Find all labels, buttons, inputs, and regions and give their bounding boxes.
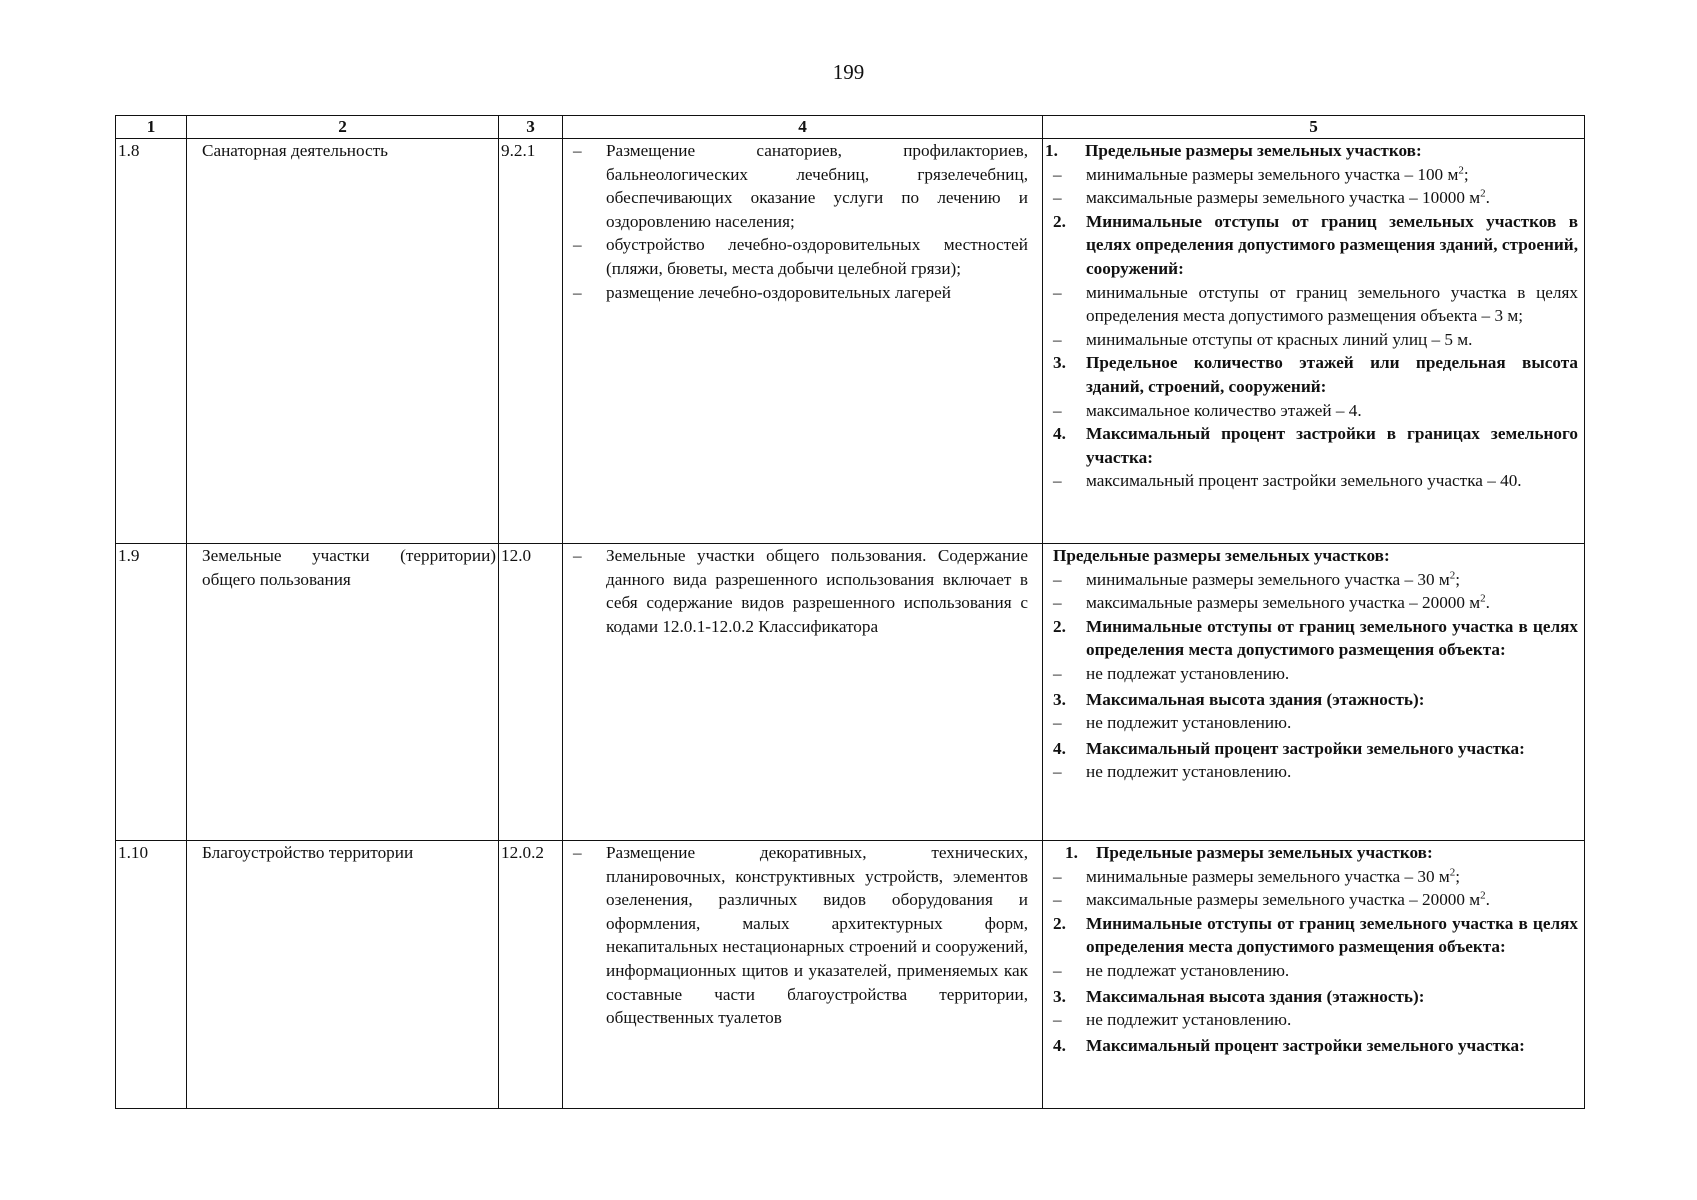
classifier-code: 9.2.1 <box>499 139 563 544</box>
section-heading: Предельные размеры земельных участков: <box>1053 546 1390 565</box>
table-row <box>116 841 1585 1109</box>
list-item: – не подлежит установлению. <box>1053 1010 1292 1030</box>
header-col-5: 5 <box>1043 116 1585 139</box>
section-heading: 2. Минимальные отступы от границ земельных участков в целях определения допустимого размещения зданий, строений, сооружений: <box>1053 211 1578 278</box>
table-row <box>116 139 1585 544</box>
list-item: – не подлежит установлению. <box>1053 713 1292 733</box>
list-item: – размещение лечебно-оздоровительных лагерей <box>573 281 1028 305</box>
header-col-2: 2 <box>187 116 499 139</box>
use-type-name: Благоустройство территории <box>187 841 499 1109</box>
list-item: – Размещение декоративных, технических, планировочных, конструктивных устройств, элементов озеленения, различных видов оборудования и оформления, малых архитектурных форм, некапитальных нестационарных строений и сооружений, информационных щитов и указателей, применяемых как составные части благоустройства территории, общественных туалетов <box>573 841 1028 1030</box>
list-item: – максимальное количество этажей – 4. <box>1053 400 1362 420</box>
dash-marker: – <box>573 235 582 255</box>
list-item: – не подлежит установлению. <box>1053 762 1292 782</box>
dash-marker: – <box>573 141 582 160</box>
section-heading: 2. Минимальные отступы от границ земельного участка в целях определения места допустимого размещения объекта: <box>1053 616 1578 660</box>
list-item: – минимальные размеры земельного участка – 30 $м^2$; <box>1053 568 1461 589</box>
use-type-description <box>563 841 1043 1109</box>
list-item: – максимальный процент застройки земельного участка – 40. <box>1053 471 1522 491</box>
row-number: 1.10 <box>116 841 187 1109</box>
list-item: – обустройство лечебно-оздоровительных местностей (пляжи, бюветы, места добычи целебной грязи); <box>573 233 1028 280</box>
row-number: 1.9 <box>116 544 187 841</box>
section-heading: 4. Максимальный процент застройки земельного участка: <box>1053 1035 1525 1055</box>
section-heading: 2. Минимальные отступы от границ земельного участка в целях определения места допустимого размещения объекта: <box>1053 913 1578 957</box>
section-heading: 3. Максимальная высота здания (этажность): <box>1053 986 1425 1006</box>
row-number: 1.8 <box>116 139 187 544</box>
list-item: – минимальные размеры земельного участка – 30 $м^2$; <box>1053 865 1461 886</box>
dash-marker: – <box>573 282 582 302</box>
classifier-code: 12.0.2 <box>499 841 563 1109</box>
header-col-3: 3 <box>499 116 563 139</box>
list-item: – не подлежат установлению. <box>1053 663 1290 683</box>
list-item: – Земельные участки общего пользования. Содержание данного вида разрешенного использования включает в себя содержание видов разрешенного использования с кодами 12.0.1-12.0.2 Классификатора <box>573 544 1028 638</box>
list-item: – минимальные отступы от границ земельного участка в целях определения места допустимого размещения объекта – 3 м; <box>1053 282 1578 326</box>
list-item: – не подлежат установлению. <box>1053 960 1290 980</box>
list-item: – максимальные размеры земельного участка – 10000 $м^2$. <box>1053 187 1490 208</box>
use-type-description <box>563 544 1043 841</box>
section-heading: 3. Предельное количество этажей или предельная высота зданий, строений, сооружений: <box>1053 353 1578 396</box>
section-heading: 1. Предельные размеры земельных участков: <box>1045 141 1422 160</box>
building-parameters <box>1043 139 1585 544</box>
building-parameters <box>1043 544 1585 841</box>
list-item: – Размещение санаториев, профилакториев, бальнеологических лечебниц, грязелечебниц, обеспечивающих оказание услуги по лечению и оздоровлению населения; <box>573 139 1028 233</box>
header-col-4: 4 <box>563 116 1043 139</box>
list-item: – максимальные размеры земельного участка – 20000 $м^2$. <box>1053 592 1490 613</box>
dash-marker: – <box>573 843 582 862</box>
section-heading: 3. Максимальная высота здания (этажность): <box>1053 689 1425 709</box>
use-type-name: Земельные участки (территории) общего пользования <box>187 544 499 841</box>
page-number: 199 <box>832 60 865 84</box>
section-heading: 1. Предельные размеры земельных участков: <box>1065 843 1433 862</box>
table-row <box>116 544 1585 841</box>
list-item: – максимальные размеры земельного участка – 20000 $м^2$. <box>1053 889 1490 910</box>
classifier-code: 12.0 <box>499 544 563 841</box>
building-parameters <box>1043 841 1585 1109</box>
list-item: – минимальные размеры земельного участка – 100 $м^2$; <box>1053 163 1469 184</box>
land-use-table <box>115 115 1585 1109</box>
use-type-description <box>563 139 1043 544</box>
dash-marker: – <box>573 546 582 565</box>
header-col-1: 1 <box>116 116 187 139</box>
list-item: – минимальные отступы от красных линий улиц – 5 м. <box>1053 329 1473 349</box>
section-heading: 4. Максимальный процент застройки в границах земельного участка: <box>1053 424 1578 467</box>
use-type-name: Санаторная деятельность <box>187 139 499 544</box>
section-heading: 4. Максимальный процент застройки земельного участка: <box>1053 738 1525 758</box>
table-header-row <box>116 116 1585 139</box>
